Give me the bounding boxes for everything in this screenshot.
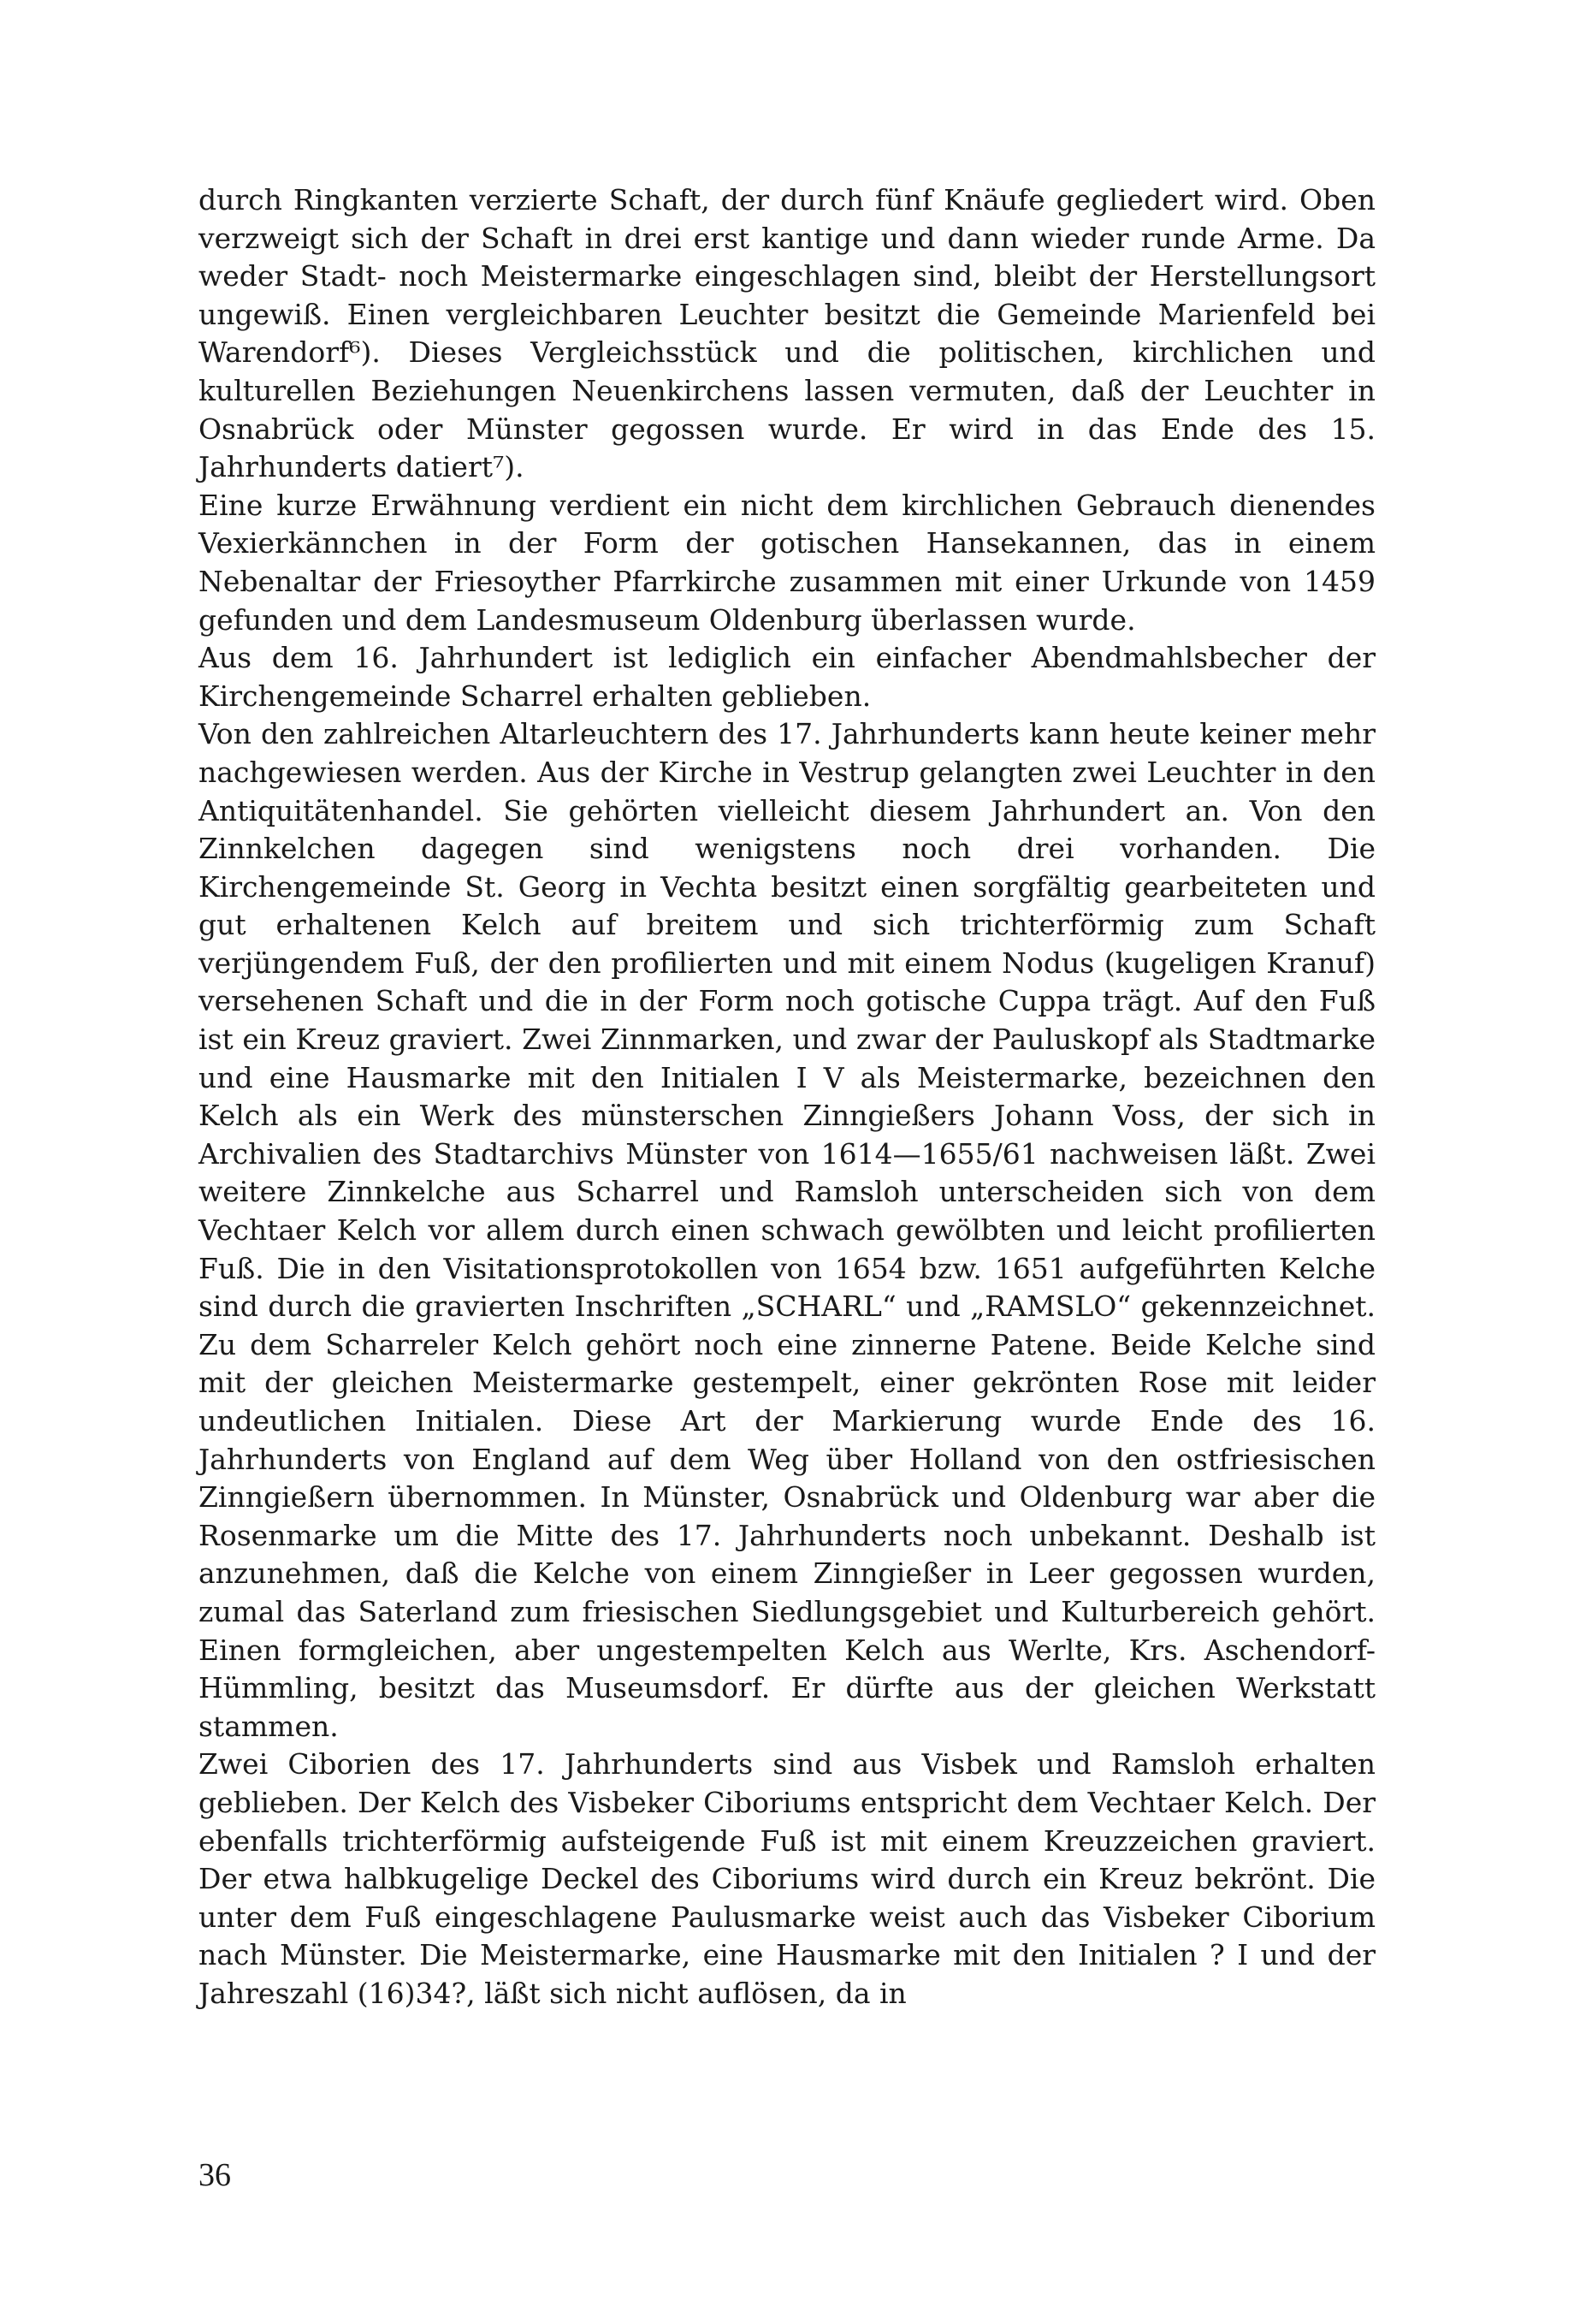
body-text bbox=[198, 181, 1376, 2013]
paragraph-4: Von den zahlreichen Altarleuchtern des 17. Jahrhunderts kann heute keiner mehr nachgewiesen werden. Aus der Kirche in Vestrup gelangten zwei Leuchter in den Antiquitätenhandel. Sie gehörten vielleicht diesem Jahrhundert an. Von den Zinnkelchen dagegen sind wenigstens noch drei vorhanden. Die Kirchengemeinde St. Georg in Vechta besitzt einen sorgfältig gearbeiteten und gut erhaltenen Kelch auf breitem und sich trichterförmig zum Schaft verjüngendem Fuß, der den profilierten und mit einem Nodus (kugeligen Kranuf) versehenen Schaft und die in der Form noch gotische Cuppa trägt. Auf den Fuß ist ein Kreuz graviert. Zwei Zinnmarken, und zwar der Pauluskopf als Stadtmarke und eine Hausmarke mit den Initialen I V als Meistermarke, bezeichnen den Kelch als ein Werk des münsterschen Zinngießers Johann Voss, der sich in Archivalien des Stadtarchivs Münster von 1614—1655/61 nachweisen läßt. Zwei weitere Zinnkelche aus Scharrel und Ramsloh unterscheiden sich von dem Vechtaer Kelch vor allem durch einen schwach gewölbten und leicht profilierten Fuß. Die in den Visitationsprotokollen von 1654 bzw. 1651 aufgeführten Kelche sind durch die gravierten Inschriften „SCHARL“ und „RAMSLO“ gekennzeichnet. Zu dem Scharreler Kelch gehört noch eine zinnerne Patene. Beide Kelche sind mit der gleichen Meistermarke gestempelt, einer gekrönten Rose mit leider undeutlichen Initialen. Diese Art der Markierung wurde Ende des 16. Jahrhunderts von England auf dem Weg über Holland von den ostfriesischen Zinngießern übernommen. In Münster, Osnabrück und Oldenburg war aber die Rosenmarke um die Mitte des 17. Jahrhunderts noch unbekannt. Deshalb ist anzunehmen, daß die Kelche von einem Zinngießer in Leer gegossen wurden, zumal das Saterland zum friesischen Siedlungsgebiet und Kulturbereich gehört. Einen formgleichen, aber ungestempelten Kelch aus Werlte, Krs. Aschendorf-Hümmling, besitzt das Museumsdorf. Er dürfte aus der gleichen Werkstatt stammen. bbox=[198, 717, 1376, 1743]
paragraph-3: Aus dem 16. Jahrhundert ist lediglich ein einfacher Abendmahlsbecher der Kirchengemeinde Scharrel erhalten geblieben. bbox=[198, 641, 1376, 713]
paragraph-2: Eine kurze Erwähnung verdient ein nicht dem kirchlichen Gebrauch dienendes Vexierkännchen in der Form der gotischen Hansekannen, das in einem Nebenaltar der Friesoyther Pfarrkirche zusammen mit einer Urkunde von 1459 gefunden und dem Landesmuseum Oldenburg überlassen wurde. bbox=[198, 488, 1376, 637]
page-number: 36 bbox=[198, 2157, 231, 2193]
paragraph-5: Zwei Ciborien des 17. Jahrhunderts sind aus Visbek und Ramsloh erhalten geblieben. Der Kelch des Visbeker Ciboriums entspricht dem Vechtaer Kelch. Der ebenfalls trichterförmig aufsteigende Fuß ist mit einem Kreuzzeichen graviert. Der etwa halbkugelige Deckel des Ciboriums wird durch ein Kreuz bekrönt. Die unter dem Fuß eingeschlagene Paulusmarke weist auch das Visbeker Ciborium nach Münster. Die Meistermarke, eine Hausmarke mit den Initialen ? I und der Jahreszahl (16)34?, läßt sich nicht auflösen, da in bbox=[198, 1747, 1376, 2010]
paragraph-1: durch Ringkanten verzierte Schaft, der durch fünf Knäufe gegliedert wird. Oben verzweigt sich der Schaft in drei erst kantige und dann wieder runde Arme. Da weder Stadt- noch Meistermarke eingeschlagen sind, bleibt der Herstellungsort ungewiß. Einen vergleichbaren Leuchter besitzt die Gemeinde Marienfeld bei Warendorf⁶). Dieses Vergleichsstück und die politischen, kirchlichen und kulturellen Beziehungen Neuenkirchens lassen vermuten, daß der Leuchter in Osnabrück oder Münster gegossen wurde. Er wird in das Ende des 15. Jahrhunderts datiert⁷). bbox=[198, 183, 1376, 484]
